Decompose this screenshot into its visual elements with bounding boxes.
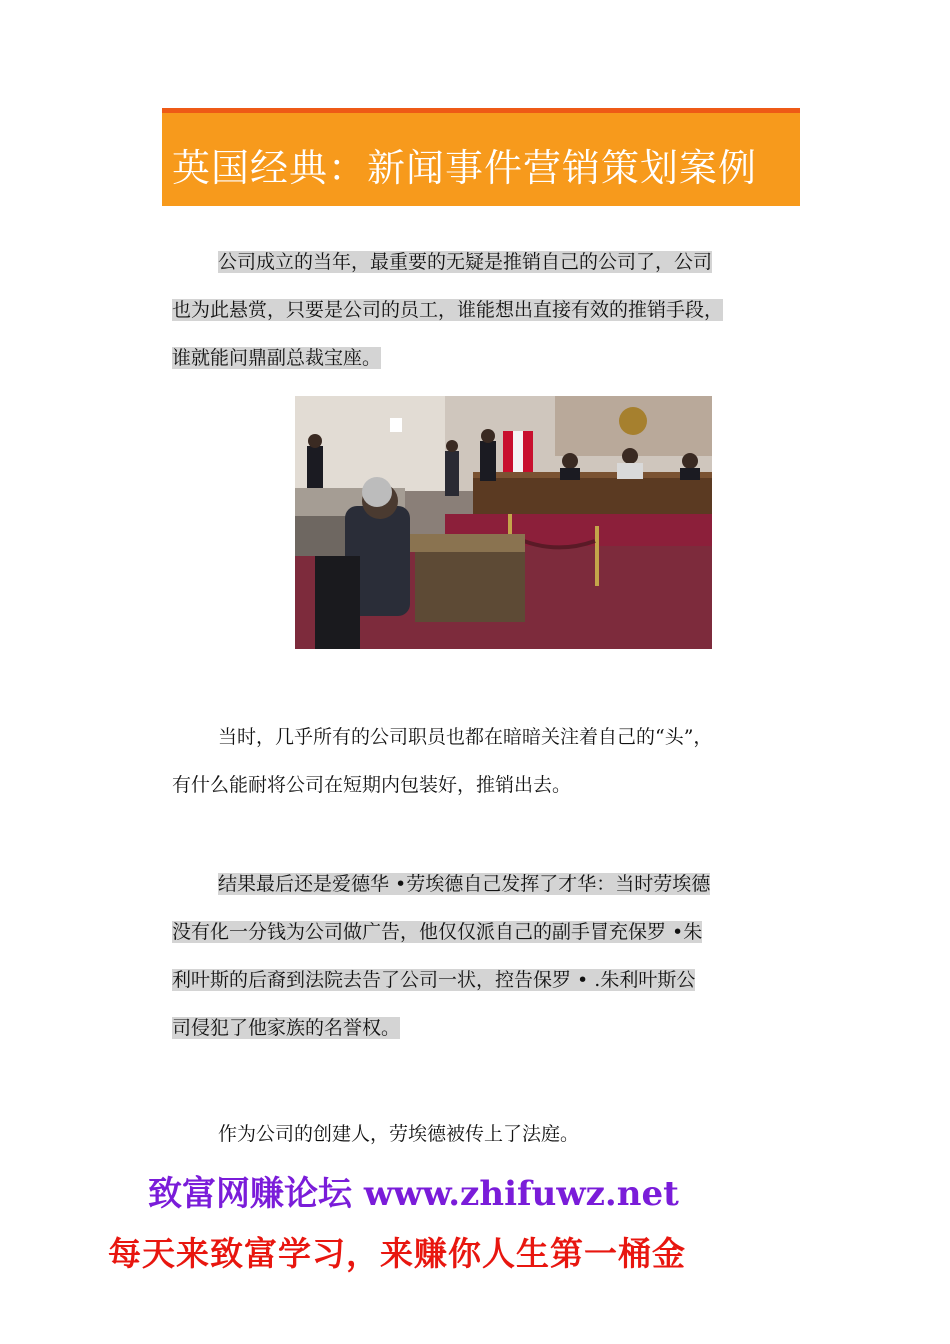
- paragraph-line: 利叶斯的后裔到法院去告了公司一状，控告保罗 • .朱利叶斯公: [172, 969, 696, 991]
- paragraph-line: 没有化一分钱为公司做广告，他仅仅派自己的副手冒充保罗 •朱: [172, 921, 703, 943]
- paragraph-line: 公司成立的当年，最重要的无疑是推销自己的公司了，公司: [218, 251, 713, 273]
- paragraph-line: 有什么能耐将公司在短期内包装好，推销出去。: [172, 774, 572, 796]
- promo-line-slogan: 每天来致富学习，来赚你人生第一桶金: [108, 1234, 686, 1273]
- paragraph-3: [172, 860, 792, 1052]
- paragraph-1: [172, 238, 792, 382]
- paragraph-line: 结果最后还是爱德华 •劳埃德自己发挥了才华：当时劳埃德: [218, 873, 711, 895]
- courtroom-photo: [295, 396, 712, 649]
- paragraph-line: 当时，几乎所有的公司职员也都在暗暗关注着自己的“头”，: [218, 726, 713, 748]
- paragraph-2: [172, 713, 792, 809]
- paragraph-line: 也为此悬赏，只要是公司的员工，谁能想出直接有效的推销手段，: [172, 299, 724, 321]
- paragraph-4: [172, 1110, 792, 1158]
- paragraph-line: 司侵犯了他家族的名誉权。: [172, 1017, 401, 1039]
- title-banner: [162, 108, 800, 206]
- paragraph-line: 谁就能问鼎副总裁宝座。: [172, 347, 382, 369]
- paragraph-line: 作为公司的创建人，劳埃德被传上了法庭。: [218, 1123, 580, 1145]
- promo-line-forum: 致富网赚论坛 www.zhifuwz.net: [148, 1174, 679, 1214]
- page-title: 英国经典：新闻事件营销策划案例: [172, 146, 758, 190]
